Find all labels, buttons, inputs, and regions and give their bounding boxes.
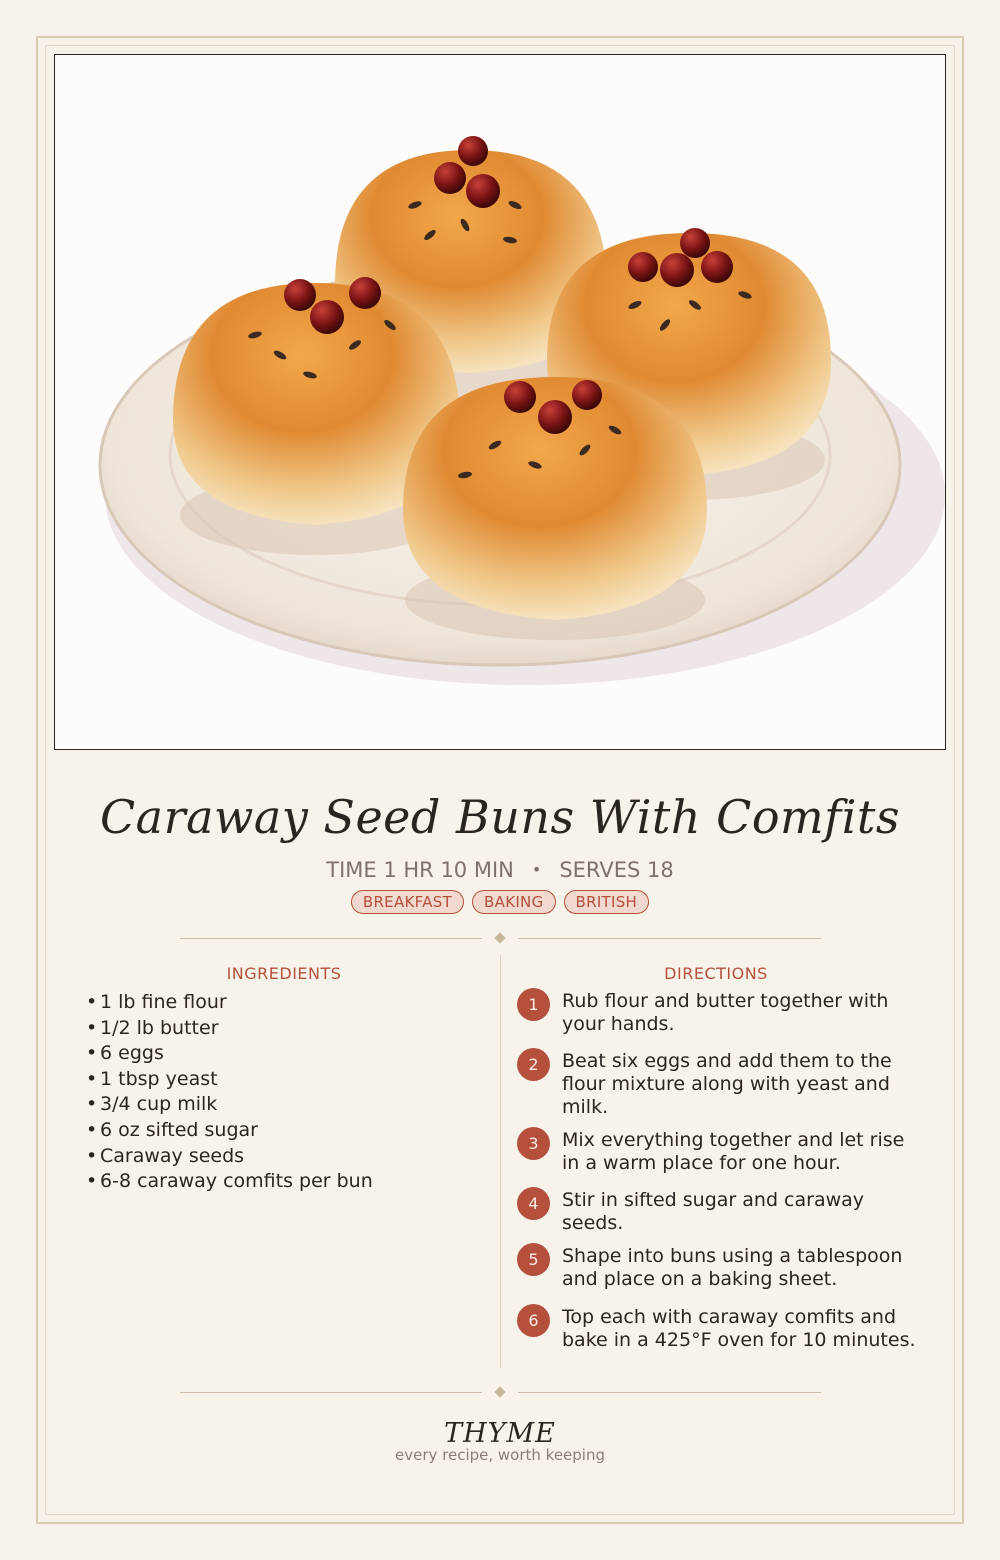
divider-bottom-left — [180, 1392, 482, 1393]
step-number: 1 — [517, 988, 550, 1021]
step-number: 5 — [517, 1243, 550, 1276]
list-item: • 6-8 caraway comfits per bun — [86, 1170, 373, 1193]
column-divider — [500, 955, 501, 1368]
tag-baking[interactable]: BAKING — [472, 890, 555, 914]
list-item: • 1 lb fine flour — [86, 991, 227, 1013]
step-number: 3 — [517, 1127, 550, 1160]
brand-logo-text: THYME — [444, 1418, 556, 1449]
servings: SERVES 18 — [559, 858, 674, 882]
step-number: 2 — [517, 1048, 550, 1081]
recipe-title: Caraway Seed Buns With Comfits — [99, 790, 900, 844]
divider-top-left — [180, 938, 482, 939]
divider-bottom-right — [518, 1392, 821, 1393]
list-item: • 6 eggs — [86, 1042, 164, 1065]
directions-heading: DIRECTIONS — [664, 964, 768, 983]
step-number: 6 — [517, 1304, 550, 1337]
step-text: Beat six eggs and add them to the flour mixture along with yeast and milk. — [562, 1050, 892, 1118]
meta-separator: • — [531, 860, 542, 879]
step-text: Rub flour and butter together with your hands. — [562, 990, 889, 1035]
recipe-photo — [54, 54, 946, 750]
divider-top-right — [518, 938, 821, 939]
list-item: • 1/2 lb butter — [86, 1016, 219, 1039]
list-item: • Caraway seeds — [86, 1144, 245, 1167]
recipe-meta — [0, 858, 1000, 882]
step-text: Shape into buns using a tablespoon and place on a baking sheet. — [562, 1245, 903, 1290]
step-number: 4 — [517, 1187, 550, 1220]
list-item: • 3/4 cup milk — [86, 1093, 218, 1116]
step-text: Stir in sifted sugar and caraway seeds. — [562, 1189, 865, 1234]
step-text: Mix everything together and let rise in a warm place for one hour. — [562, 1129, 905, 1174]
tag-british[interactable]: BRITISH — [564, 890, 650, 914]
cook-time: TIME 1 HR 10 MIN — [326, 858, 514, 882]
tag-list — [0, 890, 1000, 914]
tag-breakfast[interactable]: BREAKFAST — [351, 890, 464, 914]
ingredients-heading: INGREDIENTS — [226, 964, 342, 983]
ingredients-list — [86, 990, 373, 1195]
list-item: • 1 tbsp yeast — [86, 1067, 218, 1090]
step-text: Top each with caraway comfits and bake in a 425°F oven for 10 minutes. — [562, 1306, 916, 1351]
list-item: • 6 oz sifted sugar — [86, 1118, 258, 1141]
brand-tagline: every recipe, worth keeping — [394, 1446, 605, 1464]
